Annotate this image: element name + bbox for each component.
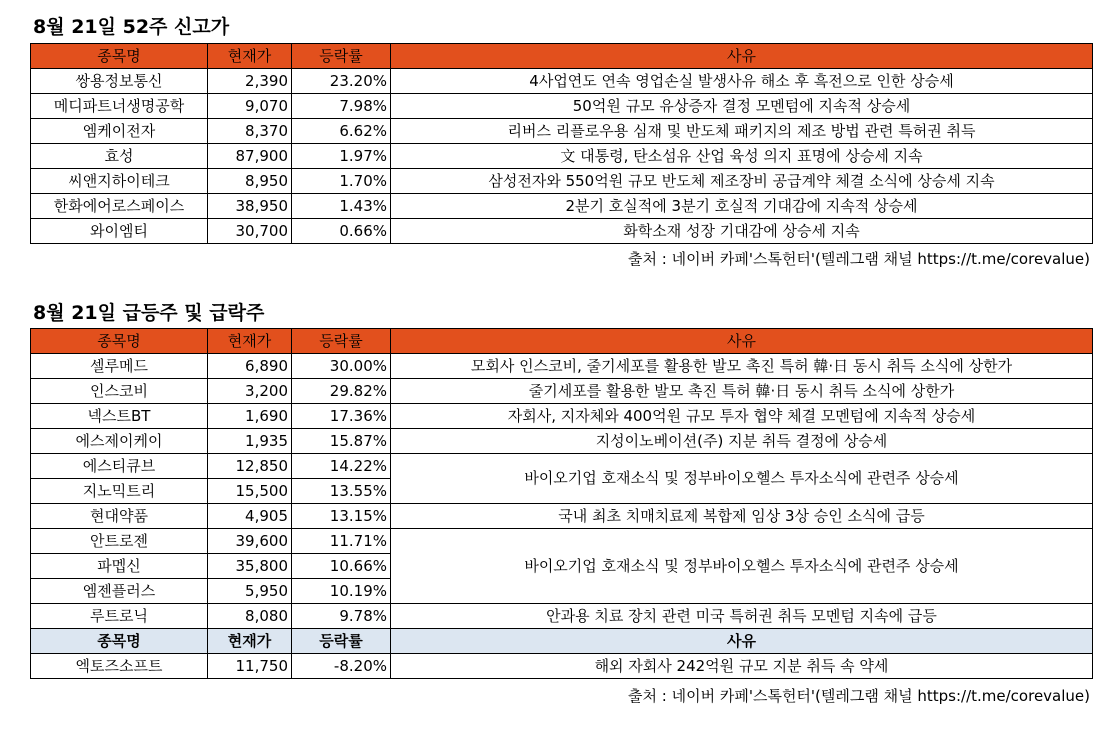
- table-header-row: [31, 44, 1093, 69]
- movers-table: [30, 328, 1093, 679]
- stock-name-cell: 한화에어로스페이스: [31, 194, 208, 219]
- header-change: 등락률: [292, 329, 391, 354]
- reason-cell: 文 대통령, 탄소섬유 산업 육성 의지 표명에 상승세 지속: [391, 144, 1093, 169]
- price-cell: 15,500: [208, 479, 292, 504]
- reason-cell: 4사업연도 연속 영업손실 발생사유 해소 후 흑전으로 인한 상승세: [391, 69, 1093, 94]
- price-cell: 12,850: [208, 454, 292, 479]
- reason-cell: 모회사 인스코비, 줄기세포를 활용한 발모 촉진 특허 韓·日 동시 취득 소식에 상한가: [391, 354, 1093, 379]
- price-cell: 35,800: [208, 554, 292, 579]
- reason-cell: 지성이노베이션(주) 지분 취득 결정에 상승세: [391, 429, 1093, 454]
- change-rate-cell: 23.20%: [292, 69, 391, 94]
- reason-cell: 줄기세포를 활용한 발모 촉진 특허 韓·日 동시 취득 소식에 상한가: [391, 379, 1093, 404]
- source-note: 출처 : 네이버 카페'스톡헌터'(텔레그램 채널 https://t.me/corevalue): [628, 687, 1090, 705]
- stock-name-cell: 넥스트BT: [31, 404, 208, 429]
- change-rate-cell: 9.78%: [292, 604, 391, 629]
- table-row: [31, 94, 1093, 119]
- stock-name-cell: 인스코비: [31, 379, 208, 404]
- reason-cell: 바이오기업 호재소식 및 정부바이오헬스 투자소식에 관련주 상승세: [391, 529, 1093, 604]
- price-cell: 1,690: [208, 404, 292, 429]
- change-rate-cell: 1.70%: [292, 169, 391, 194]
- stock-name-cell: 지노믹트리: [31, 479, 208, 504]
- change-rate-cell: 0.66%: [292, 219, 391, 244]
- stock-name-cell: 안트로젠: [31, 529, 208, 554]
- stock-name-cell: 에스제이케이: [31, 429, 208, 454]
- change-rate-cell: 29.82%: [292, 379, 391, 404]
- change-rate-cell: 13.15%: [292, 504, 391, 529]
- header-price: 현재가: [208, 329, 292, 354]
- table-row: [31, 429, 1093, 454]
- header-name: 종목명: [31, 44, 208, 69]
- stock-name-cell: 셀루메드: [31, 354, 208, 379]
- table-row: [31, 529, 1093, 554]
- new-high-table: [30, 43, 1093, 244]
- price-cell: 6,890: [208, 354, 292, 379]
- change-rate-cell: 11.71%: [292, 529, 391, 554]
- stock-name-cell: 쌍용정보통신: [31, 69, 208, 94]
- table-row: [31, 119, 1093, 144]
- reason-cell: 2분기 호실적에 3분기 호실적 기대감에 지속적 상승세: [391, 194, 1093, 219]
- reason-cell: 해외 자회사 242억원 규모 지분 취득 속 약세: [391, 654, 1093, 679]
- fall-header-row: [31, 629, 1093, 654]
- stock-name-cell: 메디파트너생명공학: [31, 94, 208, 119]
- table-row: [31, 454, 1093, 479]
- stock-name-cell: 현대약품: [31, 504, 208, 529]
- table-row: [31, 69, 1093, 94]
- change-rate-cell: 6.62%: [292, 119, 391, 144]
- price-cell: 5,950: [208, 579, 292, 604]
- table-row: [31, 604, 1093, 629]
- stock-name-cell: 씨앤지하이테크: [31, 169, 208, 194]
- reason-cell: 삼성전자와 550억원 규모 반도체 제조장비 공급계약 체결 소식에 상승세 지속: [391, 169, 1093, 194]
- stock-name-cell: 파멥신: [31, 554, 208, 579]
- subheader-reason: 사유: [391, 629, 1093, 654]
- stock-name-cell: 엑토즈소프트: [31, 654, 208, 679]
- reason-cell: 국내 최초 치매치료제 복합제 임상 3상 승인 소식에 급등: [391, 504, 1093, 529]
- stock-name-cell: 루트로닉: [31, 604, 208, 629]
- table-row: [31, 194, 1093, 219]
- reason-cell: 안과용 치료 장치 관련 미국 특허권 취득 모멘텀 지속에 급등: [391, 604, 1093, 629]
- price-cell: 4,905: [208, 504, 292, 529]
- price-cell: 1,935: [208, 429, 292, 454]
- price-cell: 11,750: [208, 654, 292, 679]
- change-rate-cell: 13.55%: [292, 479, 391, 504]
- change-rate-cell: 10.19%: [292, 579, 391, 604]
- header-change: 등락률: [292, 44, 391, 69]
- reason-cell: 화학소재 성장 기대감에 상승세 지속: [391, 219, 1093, 244]
- price-cell: 8,370: [208, 119, 292, 144]
- change-rate-cell: 1.97%: [292, 144, 391, 169]
- change-rate-cell: 14.22%: [292, 454, 391, 479]
- section-title-new-high: 8월 21일 52주 신고가: [33, 16, 230, 38]
- price-cell: 38,950: [208, 194, 292, 219]
- table-row: [31, 654, 1093, 679]
- price-cell: 30,700: [208, 219, 292, 244]
- table-header-row: [31, 329, 1093, 354]
- subheader-change: 등락률: [292, 629, 391, 654]
- header-name: 종목명: [31, 329, 208, 354]
- subheader-name: 종목명: [31, 629, 208, 654]
- reason-cell: 리버스 리플로우용 심재 및 반도체 패키지의 제조 방법 관련 특허권 취득: [391, 119, 1093, 144]
- change-rate-cell: 10.66%: [292, 554, 391, 579]
- table-row: [31, 219, 1093, 244]
- fall-table-body: [31, 654, 1093, 679]
- change-rate-cell: 1.43%: [292, 194, 391, 219]
- change-rate-cell: -8.20%: [292, 654, 391, 679]
- price-cell: 8,950: [208, 169, 292, 194]
- change-rate-cell: 15.87%: [292, 429, 391, 454]
- price-cell: 87,900: [208, 144, 292, 169]
- price-cell: 3,200: [208, 379, 292, 404]
- new-high-table-body: [31, 69, 1093, 244]
- table-row: [31, 354, 1093, 379]
- price-cell: 2,390: [208, 69, 292, 94]
- header-reason: 사유: [391, 44, 1093, 69]
- change-rate-cell: 7.98%: [292, 94, 391, 119]
- table-row: [31, 169, 1093, 194]
- table-row: [31, 504, 1093, 529]
- price-cell: 9,070: [208, 94, 292, 119]
- header-reason: 사유: [391, 329, 1093, 354]
- stock-name-cell: 에스티큐브: [31, 454, 208, 479]
- reason-cell: 바이오기업 호재소식 및 정부바이오헬스 투자소식에 관련주 상승세: [391, 454, 1093, 504]
- header-price: 현재가: [208, 44, 292, 69]
- section-title-movers: 8월 21일 급등주 및 급락주: [33, 302, 265, 324]
- reason-cell: 자회사, 지자체와 400억원 규모 투자 협약 체결 모멘텀에 지속적 상승세: [391, 404, 1093, 429]
- stock-name-cell: 엠케이전자: [31, 119, 208, 144]
- table-row: [31, 404, 1093, 429]
- reason-cell: 50억원 규모 유상증자 결정 모멘텀에 지속적 상승세: [391, 94, 1093, 119]
- price-cell: 8,080: [208, 604, 292, 629]
- change-rate-cell: 17.36%: [292, 404, 391, 429]
- stock-name-cell: 와이엠티: [31, 219, 208, 244]
- subheader-price: 현재가: [208, 629, 292, 654]
- change-rate-cell: 30.00%: [292, 354, 391, 379]
- movers-table-body: [31, 354, 1093, 629]
- stock-name-cell: 효성: [31, 144, 208, 169]
- fall-header-group: [31, 629, 1093, 654]
- table-row: [31, 379, 1093, 404]
- price-cell: 39,600: [208, 529, 292, 554]
- stock-name-cell: 엠젠플러스: [31, 579, 208, 604]
- table-row: [31, 144, 1093, 169]
- source-note: 출처 : 네이버 카페'스톡헌터'(텔레그램 채널 https://t.me/corevalue): [628, 250, 1090, 268]
